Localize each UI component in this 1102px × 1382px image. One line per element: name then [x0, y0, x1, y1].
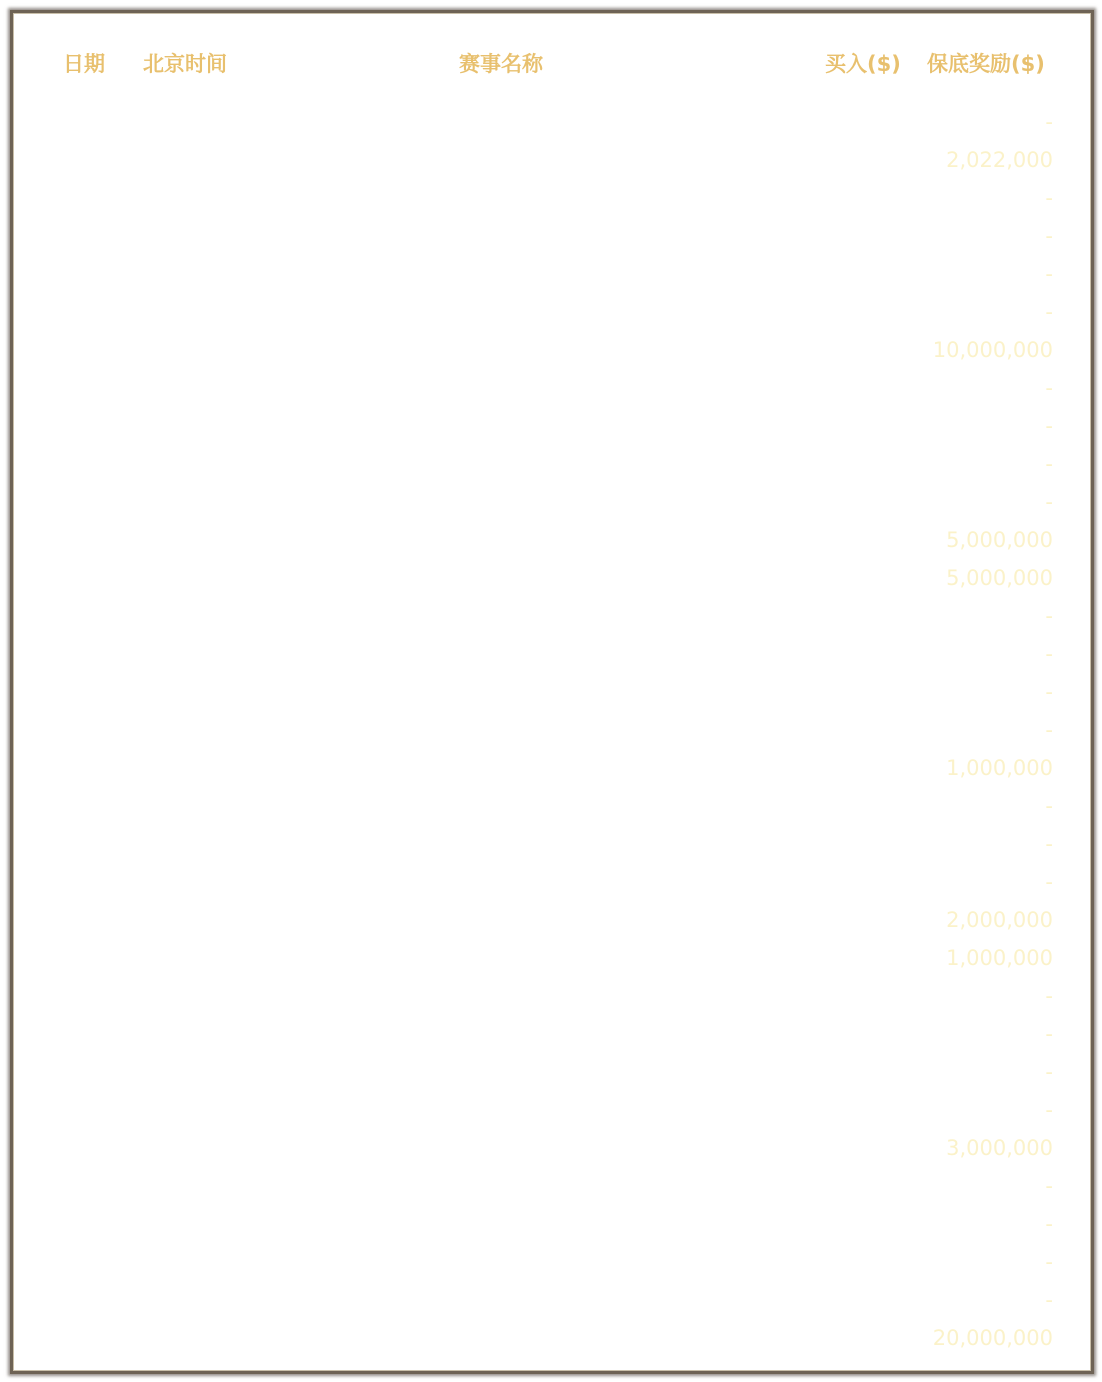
guarantee-cell: 3,000,000	[946, 1136, 1053, 1160]
guarantee-cell: -	[1045, 794, 1053, 818]
table-row	[13, 633, 1091, 671]
table-row	[13, 1203, 1091, 1241]
table-row	[13, 823, 1091, 861]
table-row	[13, 291, 1091, 329]
table-row	[13, 443, 1091, 481]
guarantee-cell: -	[1045, 718, 1053, 742]
guarantee-cell: 10,000,000	[932, 338, 1053, 362]
table-row	[13, 367, 1091, 405]
guarantee-cell: 5,000,000	[946, 566, 1053, 590]
guarantee-cell: -	[1045, 604, 1053, 628]
guarantee-cell: -	[1045, 414, 1053, 438]
table-row	[13, 557, 1091, 595]
header-event-name: 赛事名称	[459, 52, 543, 76]
table-row	[13, 519, 1091, 557]
header-date: 日期	[63, 52, 105, 76]
table-row	[13, 785, 1091, 823]
guarantee-cell: -	[1045, 1022, 1053, 1046]
table-row	[13, 139, 1091, 177]
header-buyin: 买入($)	[825, 52, 901, 76]
table-row	[13, 1051, 1091, 1089]
table-row	[13, 975, 1091, 1013]
header-guarantee: 保底奖励($)	[927, 52, 1045, 76]
table-row	[13, 899, 1091, 937]
guarantee-cell: -	[1045, 1250, 1053, 1274]
guarantee-cell: -	[1045, 262, 1053, 286]
table-row	[13, 671, 1091, 709]
table-row	[13, 1317, 1091, 1355]
table-row	[13, 1241, 1091, 1279]
guarantee-cell: -	[1045, 300, 1053, 324]
table-row	[13, 405, 1091, 443]
table-row	[13, 215, 1091, 253]
table-row	[13, 1127, 1091, 1165]
schedule-panel	[10, 10, 1094, 1374]
table-row	[13, 861, 1091, 899]
guarantee-cell: -	[1045, 490, 1053, 514]
table-row	[13, 937, 1091, 975]
guarantee-cell: 2,000,000	[946, 908, 1053, 932]
guarantee-cell: 2,022,000	[946, 148, 1053, 172]
schedule-rows	[13, 101, 1091, 1355]
guarantee-cell: -	[1045, 642, 1053, 666]
guarantee-cell: -	[1045, 680, 1053, 704]
table-row	[13, 709, 1091, 747]
table-row	[13, 1089, 1091, 1127]
guarantee-cell: 20,000,000	[932, 1326, 1053, 1350]
guarantee-cell: 1,000,000	[946, 756, 1053, 780]
table-row	[13, 747, 1091, 785]
header-beijing-time: 北京时间	[143, 52, 227, 76]
guarantee-cell: -	[1045, 110, 1053, 134]
guarantee-cell: -	[1045, 1212, 1053, 1236]
table-row	[13, 1013, 1091, 1051]
guarantee-cell: -	[1045, 1060, 1053, 1084]
table-row	[13, 1279, 1091, 1317]
table-row	[13, 177, 1091, 215]
table-row	[13, 1165, 1091, 1203]
guarantee-cell: -	[1045, 1098, 1053, 1122]
table-row	[13, 253, 1091, 291]
guarantee-cell: -	[1045, 376, 1053, 400]
table-row	[13, 481, 1091, 519]
guarantee-cell: -	[1045, 224, 1053, 248]
table-row	[13, 595, 1091, 633]
guarantee-cell: -	[1045, 186, 1053, 210]
guarantee-cell: 1,000,000	[946, 946, 1053, 970]
guarantee-cell: 5,000,000	[946, 528, 1053, 552]
guarantee-cell: -	[1045, 984, 1053, 1008]
table-row	[13, 329, 1091, 367]
guarantee-cell: -	[1045, 452, 1053, 476]
guarantee-cell: -	[1045, 1288, 1053, 1312]
guarantee-cell: -	[1045, 832, 1053, 856]
guarantee-cell: -	[1045, 1174, 1053, 1198]
table-row	[13, 101, 1091, 139]
guarantee-cell: -	[1045, 870, 1053, 894]
